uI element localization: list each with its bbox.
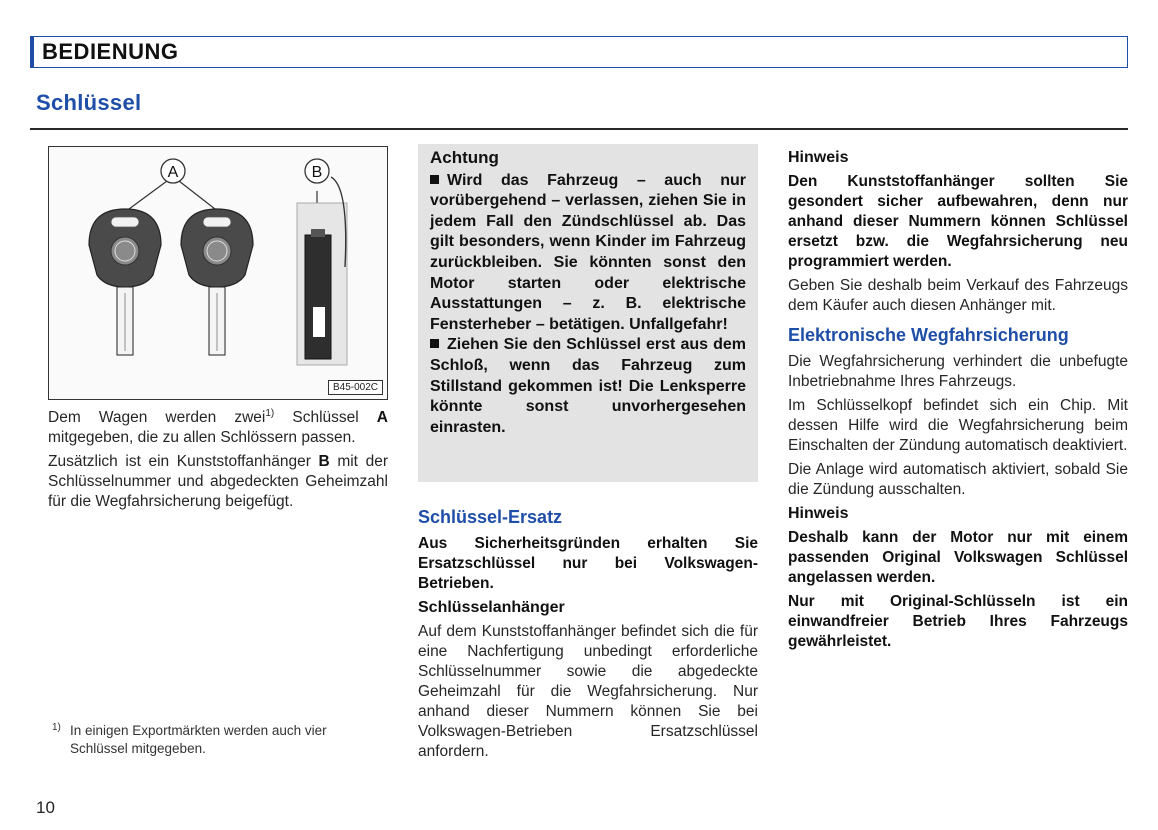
note-title-2: Hinweis bbox=[788, 505, 849, 522]
callout-a-label: A bbox=[167, 164, 179, 181]
section-label: BEDIENUNG bbox=[42, 39, 179, 64]
ref-a: A bbox=[376, 409, 388, 426]
warning-title: Achtung bbox=[430, 148, 499, 167]
paragraph-keys bbox=[48, 408, 388, 448]
text: mitgegeben, die zu allen Schlössern passen. bbox=[48, 429, 356, 446]
figure-code: B45-002C bbox=[328, 380, 383, 395]
note-text: Geben Sie deshalb beim Verkauf des Fahrzeugs dem Käufer auch diesen Anhänger mit. bbox=[788, 277, 1128, 314]
callout-b-label: B bbox=[311, 164, 323, 181]
column-2 bbox=[418, 498, 758, 766]
immobilizer-p2: Im Schlüsselkopf befindet sich ein Chip. Mit dessen Hilfe wird die Wegfahrsicherung beim Einschalten der Zündung automatisch deaktiviert. bbox=[788, 397, 1128, 454]
footnote-mark: 1) bbox=[52, 722, 61, 733]
note-title: Hinweis bbox=[788, 149, 849, 166]
warning-item-1 bbox=[430, 171, 746, 336]
ref-b: B bbox=[318, 453, 330, 470]
column-1 bbox=[48, 408, 388, 516]
bullet-icon bbox=[430, 339, 439, 348]
note-2-bold-1: Deshalb kann der Motor nur mit einem passenden Original Volkswagen Schlüssel angelassen werden. bbox=[788, 529, 1128, 586]
immobilizer-p3: Die Anlage wird automatisch aktiviert, sobald Sie die Zündung ausschalten. bbox=[788, 461, 1128, 498]
note-bold-text: Den Kunststoffanhänger sollten Sie gesondert sicher aufbewahren, denn nur anhand dieser Nummern können Schlüssel ersetzt bzw. die Wegfahrsicherung neu programmiert werden. bbox=[788, 173, 1128, 270]
key-1 bbox=[89, 209, 161, 355]
keys-drawing bbox=[49, 147, 388, 400]
warning-text: Ziehen Sie den Schlüssel erst aus dem Schloß, wenn das Fahrzeug zum Stillstand gekommen ist! Die Lenksperre könnte sonst unvorhergesehen einrasten. bbox=[430, 336, 746, 436]
heading-immobilizer: Elektronische Wegfahrsicherung bbox=[788, 325, 1069, 345]
text: Schlüssel bbox=[274, 409, 377, 426]
page-title: Schlüssel bbox=[36, 90, 142, 115]
column-3 bbox=[788, 144, 1128, 656]
heading-replacement: Schlüssel-Ersatz bbox=[418, 507, 563, 527]
paragraph-tag bbox=[48, 452, 388, 512]
note-2-bold-2: Nur mit Original-Schlüsseln ist ein einwandfreier Betrieb Ihres Fahrzeugs gewährleistet. bbox=[788, 593, 1128, 650]
tag-text: Auf dem Kunststoffanhänger befindet sich die für eine Nachfertigung unbedingt erforderliche Schlüsselnummer sowie die abgedeckte Geheimzahl für die Wegfahrsicherung. Nur anhand dieser Nummern können Sie bei Volkswagen-Betrieben Ersatzschlüssel anfordern. bbox=[418, 623, 758, 760]
warning-item-2 bbox=[430, 335, 746, 438]
footnote-text: In einigen Exportmärkten werden auch vier Schlüssel mitgegeben. bbox=[70, 723, 327, 756]
text: Zusätzlich ist ein Kunststoffanhänger bbox=[48, 453, 319, 470]
key-2 bbox=[181, 209, 253, 355]
replacement-intro: Aus Sicherheitsgründen erhalten Sie Ersatzschlüssel nur bei Volkswagen-Betrieben. bbox=[418, 535, 758, 592]
warning-text: Wird das Fahrzeug – auch nur vorübergehend – verlassen, ziehen Sie in jedem Fall den Zündschlüssel ab. Das gilt besonders, wenn Kinder im Fahrzeug zurückbleiben. Sie könnten sonst den Motor starten oder elektrische Ausstattungen – z. B. elektrische Fensterheber – betätigen. Unfallgefahr! bbox=[430, 171, 746, 333]
subheading-tag: Schlüsselanhänger bbox=[418, 599, 565, 616]
warning-box bbox=[418, 144, 758, 482]
bullet-icon bbox=[430, 175, 439, 184]
section-header bbox=[30, 36, 1128, 68]
footnote-ref: 1) bbox=[265, 408, 275, 419]
page-number: 10 bbox=[36, 798, 55, 817]
footnote bbox=[52, 722, 388, 758]
key-tag bbox=[297, 177, 347, 365]
text: mit der Schlüsselnummer und abgedeckten Geheimzahl für die Wegfahrsicherung beigefügt. bbox=[48, 453, 388, 510]
key-illustration bbox=[48, 146, 388, 400]
immobilizer-p1: Die Wegfahrsicherung verhindert die unbefugte Inbetriebnahme Ihres Fahrzeugs. bbox=[788, 353, 1128, 390]
title-divider bbox=[30, 128, 1128, 130]
text: Dem Wagen werden zwei bbox=[48, 409, 266, 426]
